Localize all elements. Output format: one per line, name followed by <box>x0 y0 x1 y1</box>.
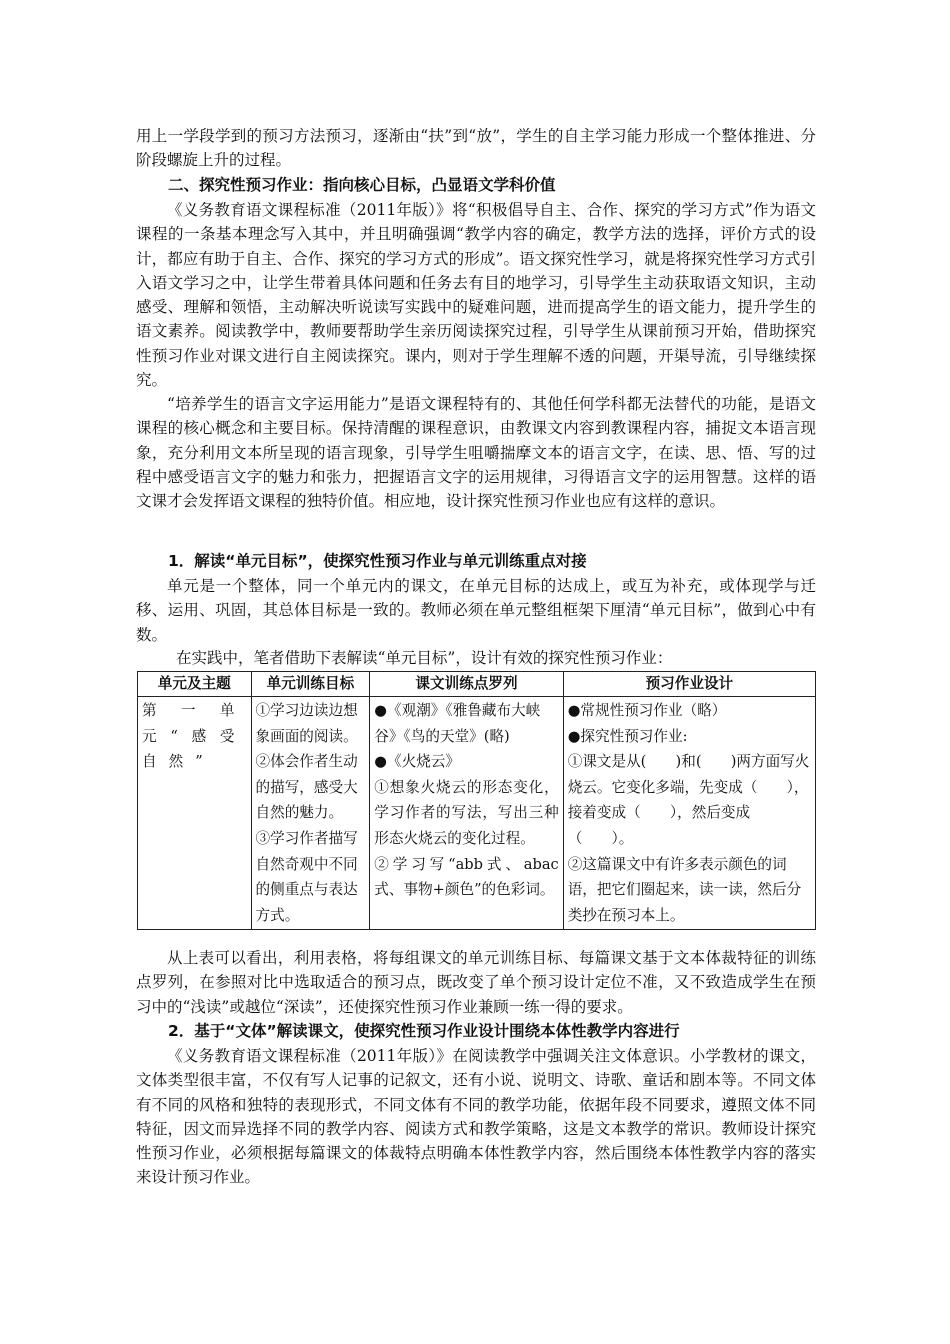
design-item: ●常规性预习作业（略） <box>567 702 727 719</box>
paragraph: 《义务教育语文课程标准（2011年版）》在阅读教学中强调关注文体意识。小学教材的课文，文体类型很丰富，不仅有写人记事的记叙文，还有小说、说明文、诗歌、童话和剧本等。不同文体有不同的风格和独特的表现形式，不同文体有不同的教学功能，依据年段不同要求，遵照文体不同特征，因文而异选择不同的教学内容、阅读方式和教学策略，这是文本教学的常识。教师设计探究性预习作业，必须根据每篇课文的体裁特点明确本体性教学内容，然后围绕本体性教学内容的落实来设计预习作业。 <box>136 1047 816 1187</box>
goals-cell <box>251 697 370 930</box>
unit-plan-table <box>137 671 816 930</box>
table-header-cell: 预习作业设计 <box>563 672 815 697</box>
paragraph: 《义务教育语文课程标准（2011年版）》将“积极倡导自主、合作、探究的学习方式”作为语文课程的一条基本理念写入其中，并且明确强调“教学内容的确定，教学方法的选择，评价方式的设计，都应有助于自主、合作、探究的学习方式的形成”。语文探究性学习，就是将探究性学习方式引入语文学习之中，让学生带着具体问题和任务去有目的地学习，引导学生主动获取语文知识，主动感受、理解和领悟，主动解决听说读写实践中的疑难问题，进而提高学生的语文能力，提升学生的语文素养。阅读教学中，教师要帮助学生亲历阅读探究过程，引导学生从课前预习开始，借助探究性预习作业对课文进行自主阅读探究。课内，则对于学生理解不透的问题，开渠导流，引导继续探究。 <box>136 201 816 390</box>
point-item: ②学习写“abb式、abac式、事物+颜色”的色彩词。 <box>374 855 559 899</box>
design-item: ●探究性预习作业: <box>567 727 688 745</box>
paragraph: 从上表可以看出，利用表格，将每组课文的单元训练目标、每篇课文基于文本体裁特征的训练点罗列，在参照对比中选取适合的预习点，既改变了单个预习设计定位不准，又不致造成学生在预习中的“浅读”或越位“深读”，还使探究性预习作业兼顾一练一得的要求。 <box>136 949 816 1016</box>
table-row <box>138 697 816 930</box>
paragraph-continuation: 用上一学段学到的预习方法预习，逐渐由“扶”到“放”，学生的自主学习能力形成一个整体推进、分阶段螺旋上升的过程。 <box>136 127 816 170</box>
unit-theme: 第一单元“感受自然” <box>142 702 247 771</box>
points-cell <box>370 697 563 930</box>
table-header-cell: 课文训练点罗列 <box>370 672 563 697</box>
unit-cell <box>138 697 252 930</box>
subsection-heading: 2．基于“文体”解读课文，使探究性预习作业设计围绕本体性教学内容进行 <box>168 1022 680 1040</box>
table-header-row <box>138 672 816 697</box>
table-header-cell: 单元及主题 <box>138 672 252 697</box>
table-header-cell: 单元训练目标 <box>251 672 370 697</box>
goal-item: ③学习作者描写自然奇观中不同的侧重点与表达方式。 <box>255 829 358 924</box>
point-item: ●《观潮》《雅鲁藏布大峡谷》《鸟的天堂》(略) <box>374 702 541 745</box>
section-heading: 二、探究性预习作业：指向核心目标，凸显语文学科价值 <box>168 176 556 194</box>
design-item: ②这篇课文中有许多表示颜色的词语，把它们圈起来，读一读，然后分类抄在预习本上。 <box>567 855 802 924</box>
design-item: ①课文是从( )和( )两方面写火烧云。它变化多端，先变成（ ），接着变成（ ），然后变成（ ）。 <box>567 753 810 847</box>
design-cell <box>563 697 815 930</box>
goal-item: ①学习边读边想象画面的阅读。 <box>255 702 358 745</box>
goal-item: ②体会作者生动的描写，感受大自然的魅力。 <box>255 753 358 822</box>
table-caption: 在实践中，笔者借助下表解读“单元目标”，设计有效的探究性预习作业： <box>176 649 673 667</box>
paragraph: “培养学生的语言文字运用能力”是语文课程特有的、其他任何学科都无法替代的功能，是语文课程的核心概念和主要目标。保持清醒的课程意识，由教课文内容到教课程内容，捕捉文本语言现象，充分利用文本所呈现的语言现象，引导学生咀嚼揣摩文本的语言文字，在读、思、悟、写的过程中感受语言文字的魅力和张力，把握语言文字的运用规律，习得语言文字的运用智慧。这样的语文课才会发挥语文课程的独特价值。相应地，设计探究性预习作业也应有这样的意识。 <box>136 395 816 511</box>
paragraph: 单元是一个整体，同一个单元内的课文，在单元目标的达成上，或互为补充，或体现学与迁移、运用、巩固，其总体目标是一致的。教师必须在单元整组框架下厘清“单元目标”，做到心中有数。 <box>136 577 816 644</box>
point-item: ①想象火烧云的形态变化，学习作者的写法，写出三种形态火烧云的变化过程。 <box>374 778 559 847</box>
subsection-heading: 1．解读“单元目标”，使探究性预习作业与单元训练重点对接 <box>168 552 587 570</box>
point-item: ●《火烧云》 <box>374 753 460 771</box>
